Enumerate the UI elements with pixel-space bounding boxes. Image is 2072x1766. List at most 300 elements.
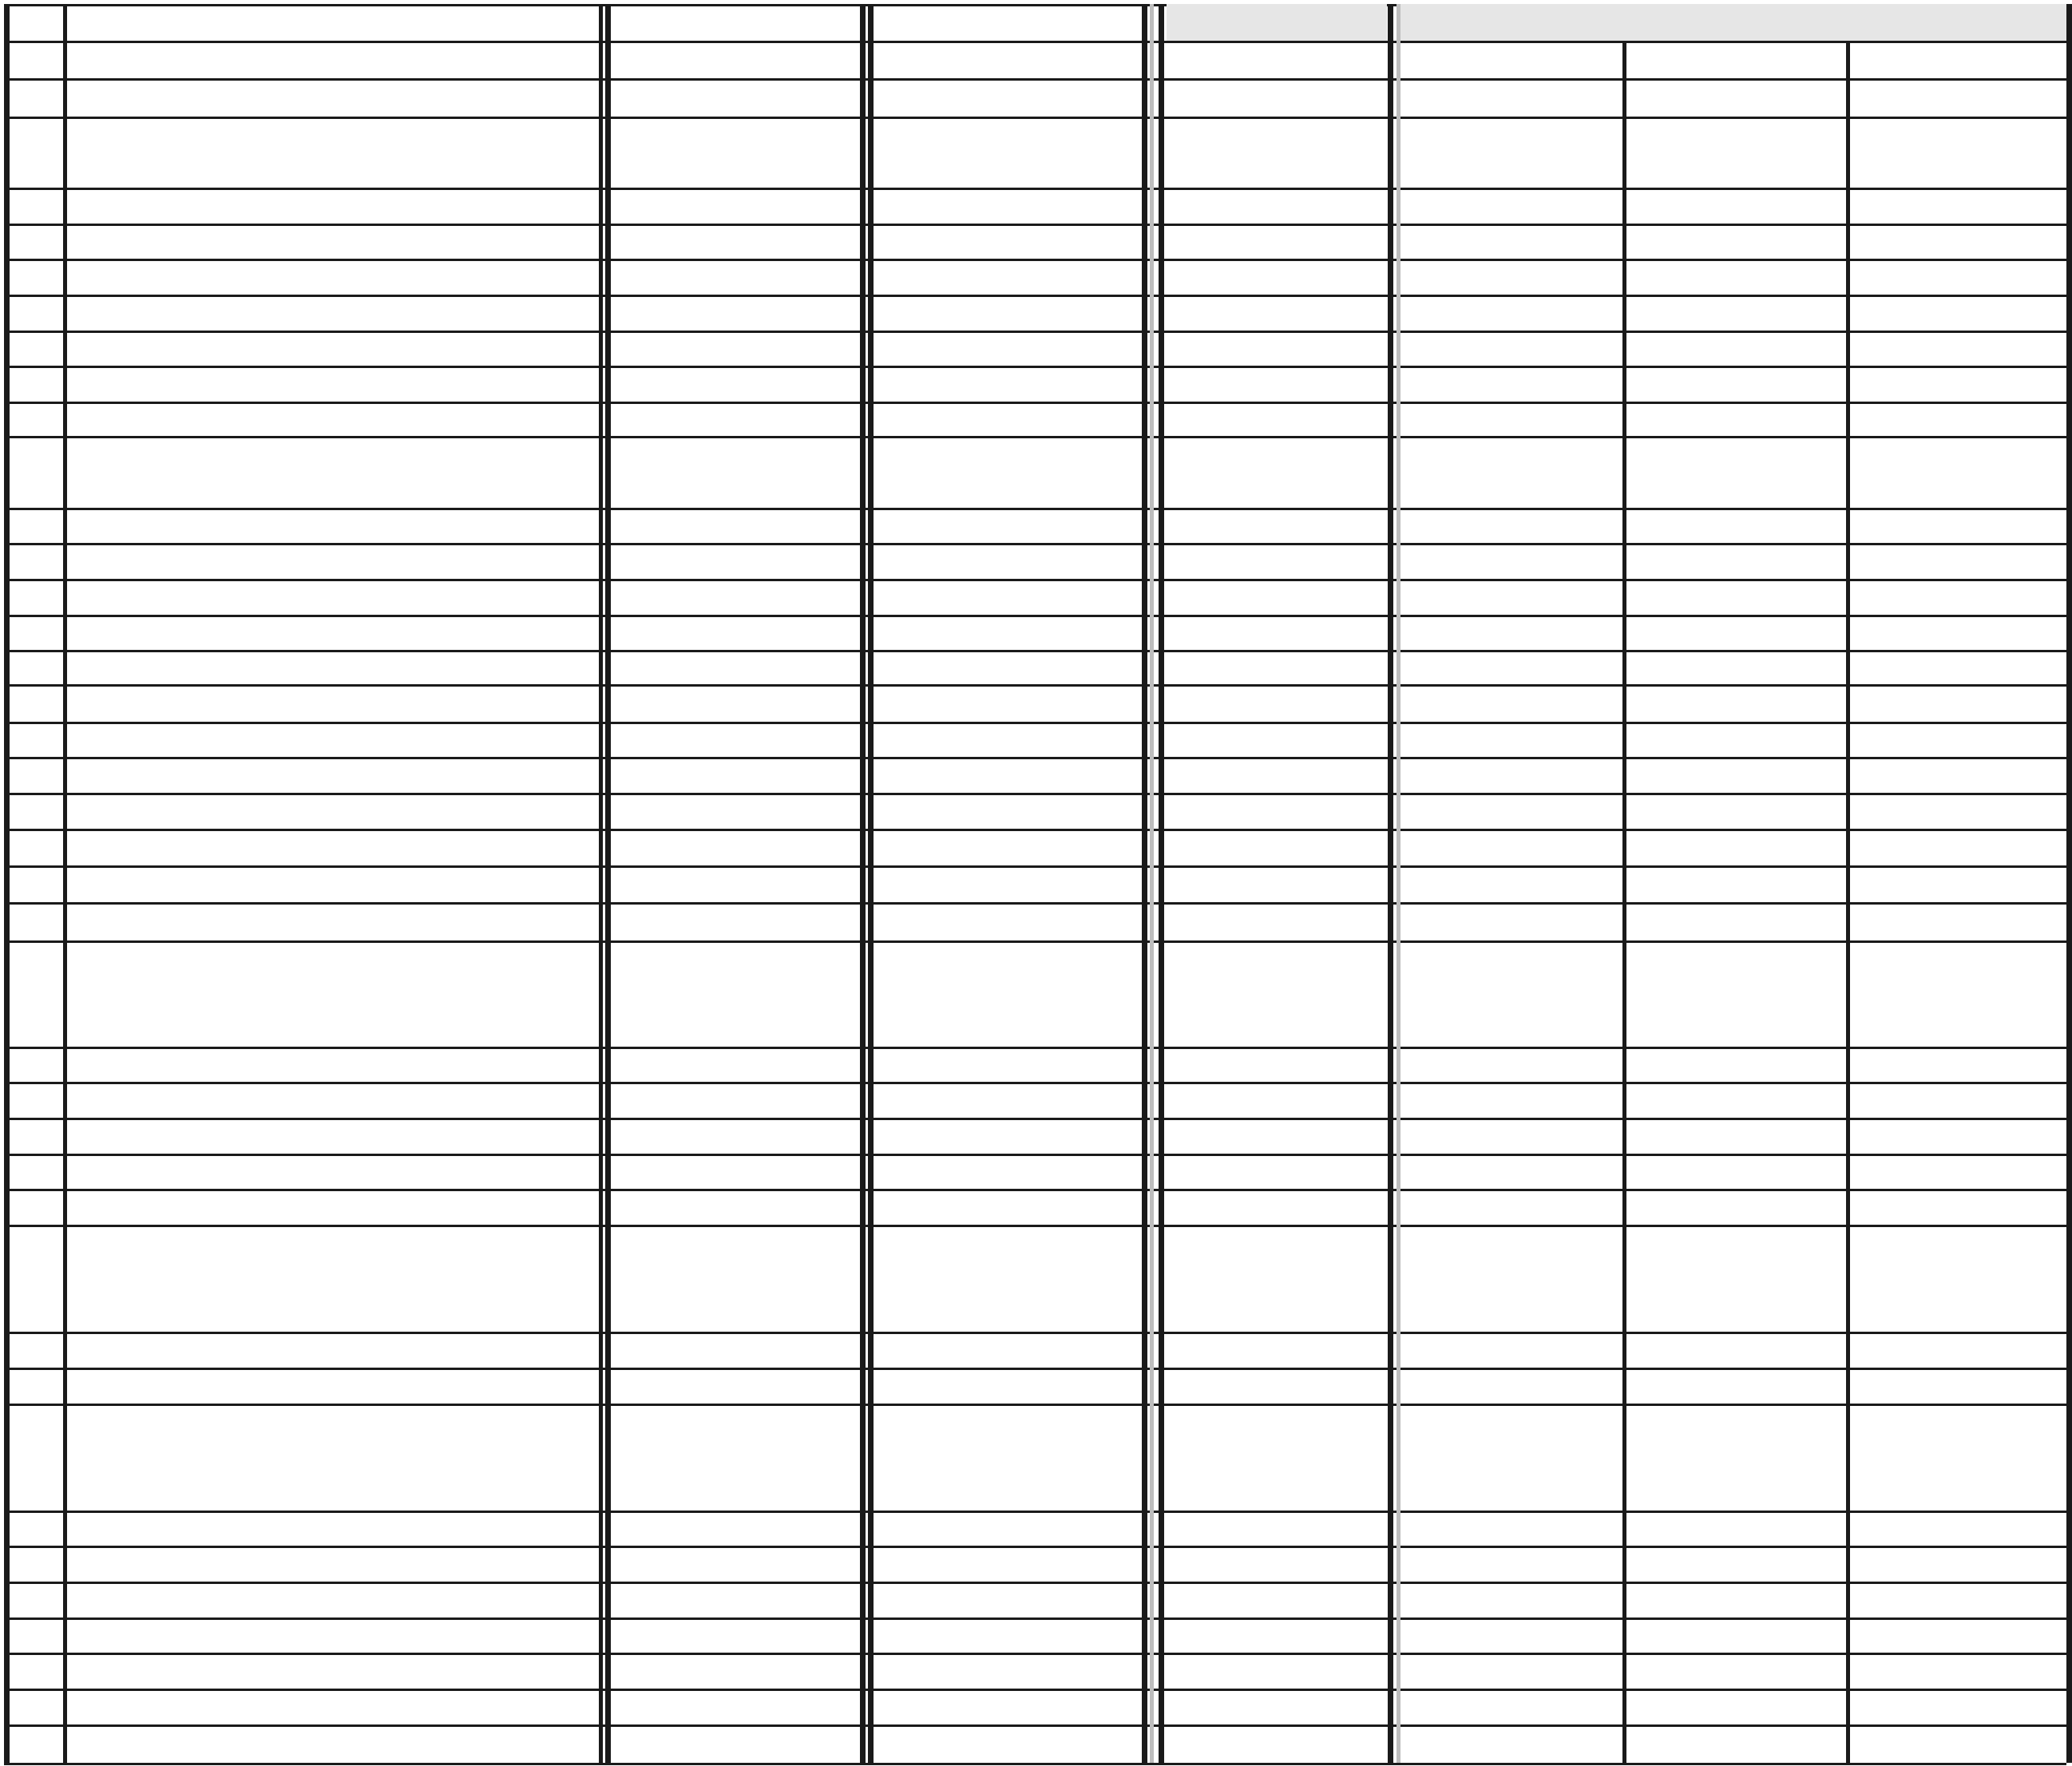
row-number xyxy=(4,580,63,612)
row-label xyxy=(74,1297,600,1329)
value-cell xyxy=(872,1547,1126,1579)
row-number xyxy=(4,1618,63,1650)
row-number xyxy=(4,1083,63,1115)
month-header-june xyxy=(1846,41,2066,77)
grid-line-horizontal xyxy=(4,1763,2066,1765)
year-header-fy2021 xyxy=(609,4,860,41)
value-cell xyxy=(1400,1690,1606,1722)
row-label xyxy=(74,296,600,328)
value-cell xyxy=(1400,473,1606,505)
row-number xyxy=(4,831,63,863)
value-cell xyxy=(1622,1404,1843,1436)
value-cell xyxy=(1622,794,1830,826)
value-cell xyxy=(1622,1547,1830,1579)
value-cell xyxy=(1167,616,1372,647)
value-cell xyxy=(1167,976,1372,1008)
row-label xyxy=(74,1476,600,1508)
row-number xyxy=(4,153,63,185)
value-cell xyxy=(609,906,845,938)
value-cell xyxy=(609,580,845,612)
value-cell xyxy=(1622,224,1830,256)
value-cell xyxy=(872,723,1126,754)
status-fy2022 xyxy=(872,74,1142,111)
row-number xyxy=(4,794,63,826)
row-number xyxy=(4,1333,63,1365)
row-label xyxy=(63,940,600,972)
value-cell xyxy=(1846,1511,2051,1543)
value-cell xyxy=(609,1690,845,1722)
value-cell xyxy=(872,473,1126,505)
value-cell xyxy=(1400,723,1606,754)
row-label xyxy=(93,1262,600,1294)
value-cell xyxy=(609,1547,845,1579)
value-cell xyxy=(1400,758,1606,790)
value-cell xyxy=(1400,906,1606,938)
value-cell xyxy=(609,976,845,1008)
value-cell xyxy=(1400,1404,1620,1436)
row-number xyxy=(4,1154,63,1186)
value-cell xyxy=(872,1440,1126,1472)
value-cell xyxy=(1846,331,2051,363)
value-cell xyxy=(1167,1047,1372,1079)
row-label xyxy=(74,1690,600,1722)
value-cell xyxy=(1622,1012,1830,1044)
value-cell xyxy=(1622,1083,1830,1115)
value-cell xyxy=(872,367,1126,399)
row-label xyxy=(63,687,600,719)
value-cell xyxy=(1622,1369,1830,1401)
value-cell xyxy=(609,794,845,826)
value-cell xyxy=(1167,723,1372,754)
value-cell xyxy=(609,758,845,790)
grid-line-horizontal xyxy=(4,684,2066,687)
row-number xyxy=(4,473,63,505)
value-cell xyxy=(1846,1728,2051,1760)
row-label xyxy=(74,1369,600,1401)
value-cell xyxy=(1167,1583,1385,1615)
value-cell xyxy=(1400,580,1606,612)
value-cell xyxy=(1622,1190,1830,1222)
value-cell xyxy=(872,1511,1126,1543)
value-cell xyxy=(1846,1583,2064,1615)
value-cell xyxy=(1622,580,1830,612)
month-header-fy2021 xyxy=(609,41,860,77)
value-cell xyxy=(1622,367,1830,399)
value-cell xyxy=(609,616,845,647)
value-cell xyxy=(1167,260,1372,292)
value-cell xyxy=(872,940,1126,972)
value-cell xyxy=(1622,1690,1830,1722)
value-cell xyxy=(872,1154,1126,1186)
value-cell xyxy=(1622,1511,1830,1543)
value-cell xyxy=(609,1119,845,1151)
value-cell xyxy=(872,580,1126,612)
value-cell xyxy=(1846,1369,2051,1401)
value-cell xyxy=(609,331,845,363)
value-cell xyxy=(1846,1262,2051,1294)
grid-line-horizontal xyxy=(4,402,2066,404)
value-cell xyxy=(609,940,845,972)
value-cell xyxy=(1622,1476,1830,1508)
value-cell xyxy=(1400,1262,1606,1294)
value-cell xyxy=(872,906,1126,938)
value-cell xyxy=(872,296,1126,328)
value-cell xyxy=(609,1728,845,1760)
value-cell xyxy=(1400,940,1606,972)
month-header-may xyxy=(1622,41,1846,77)
value-cell xyxy=(872,1476,1126,1508)
value-cell xyxy=(872,794,1126,826)
value-cell xyxy=(872,976,1126,1008)
grid-line-vertical xyxy=(860,4,866,1763)
value-cell xyxy=(1167,794,1372,826)
value-cell xyxy=(609,1297,845,1329)
value-cell xyxy=(609,509,845,540)
year-header-fy2024 xyxy=(1400,4,2066,41)
row-label xyxy=(74,1583,600,1615)
value-cell xyxy=(609,1154,845,1186)
value-cell xyxy=(1400,1226,1606,1258)
value-cell xyxy=(1400,509,1606,540)
row-number xyxy=(4,1226,63,1258)
value-cell xyxy=(1846,1012,2051,1044)
value-cell xyxy=(1167,758,1372,790)
value-cell xyxy=(1400,1369,1606,1401)
value-cell xyxy=(872,616,1126,647)
value-cell xyxy=(1167,1618,1385,1650)
value-cell xyxy=(1846,794,2051,826)
row-label-continued xyxy=(63,723,600,754)
value-cell xyxy=(609,153,845,185)
value-cell xyxy=(1622,1119,1830,1151)
row-label xyxy=(74,473,600,505)
row-label xyxy=(74,1154,600,1186)
row-number xyxy=(4,1262,63,1294)
value-cell xyxy=(1846,1226,2051,1258)
value-cell xyxy=(1167,1226,1372,1258)
value-cell xyxy=(1400,976,1606,1008)
value-cell xyxy=(1167,1190,1372,1222)
value-cell xyxy=(872,509,1126,540)
description-header xyxy=(63,41,600,77)
value-cell xyxy=(1400,1547,1606,1579)
row-label xyxy=(74,367,600,399)
row-label xyxy=(82,1404,600,1436)
grid-line-vertical xyxy=(2066,4,2072,1763)
row-label xyxy=(63,794,600,826)
value-cell xyxy=(1167,367,1372,399)
value-cell xyxy=(1622,831,1830,863)
grid-line-vertical xyxy=(1159,4,1164,1763)
value-cell xyxy=(1167,687,1372,719)
value-cell xyxy=(1167,1654,1385,1686)
value-cell xyxy=(1622,473,1830,505)
value-cell xyxy=(1846,509,2051,540)
value-cell xyxy=(1400,1728,1606,1760)
row-label xyxy=(74,331,600,363)
value-cell xyxy=(1400,1654,1620,1686)
value-cell xyxy=(609,1190,845,1222)
row-label xyxy=(74,260,600,292)
row-number xyxy=(4,260,63,292)
value-cell xyxy=(872,1690,1126,1722)
row-label xyxy=(93,580,600,612)
value-cell xyxy=(1846,1618,2064,1650)
value-cell xyxy=(1846,1654,2064,1686)
value-cell xyxy=(1846,1440,2051,1472)
value-cell xyxy=(609,1654,858,1686)
value-cell xyxy=(872,224,1126,256)
value-cell xyxy=(1846,1333,2051,1365)
value-cell xyxy=(1846,976,2051,1008)
value-cell xyxy=(1400,1511,1606,1543)
row-label xyxy=(74,758,600,790)
row-label xyxy=(74,1119,600,1151)
value-cell xyxy=(1400,1333,1606,1365)
value-cell xyxy=(1622,1297,1830,1329)
value-cell xyxy=(1400,831,1606,863)
value-cell xyxy=(1846,260,2051,292)
value-cell xyxy=(1400,189,1606,221)
value-cell xyxy=(1167,1476,1372,1508)
row-label xyxy=(74,1083,600,1115)
value-cell xyxy=(1622,1440,1830,1472)
value-cell xyxy=(1622,1047,1830,1079)
year-header-fy2022 xyxy=(872,4,1142,41)
value-cell xyxy=(609,1404,858,1436)
row-number xyxy=(4,1369,63,1401)
grid-line-vertical xyxy=(63,4,67,1763)
value-cell xyxy=(1622,687,1830,719)
row-label xyxy=(63,1511,600,1543)
row-label xyxy=(74,1547,600,1579)
value-cell xyxy=(609,1333,845,1365)
value-cell xyxy=(1400,224,1606,256)
value-cell xyxy=(609,687,845,719)
value-cell xyxy=(1167,1262,1372,1294)
value-cell xyxy=(872,831,1126,863)
value-cell xyxy=(1622,296,1830,328)
value-cell xyxy=(1400,1476,1606,1508)
row-number xyxy=(4,1728,63,1760)
value-cell xyxy=(1622,1583,1843,1615)
value-cell xyxy=(1400,687,1606,719)
grid-line-horizontal xyxy=(4,865,2066,868)
value-cell xyxy=(1622,1262,1830,1294)
value-cell xyxy=(1400,331,1606,363)
value-cell xyxy=(1400,1583,1620,1615)
row-number xyxy=(4,1297,63,1329)
value-cell xyxy=(1167,906,1372,938)
value-cell xyxy=(872,1047,1126,1079)
row-number xyxy=(4,1583,63,1615)
status-fy2021 xyxy=(609,78,860,117)
month-header-april xyxy=(1400,41,1622,77)
grid-line-horizontal xyxy=(4,902,2066,905)
row-number xyxy=(4,1047,63,1079)
value-cell xyxy=(1846,473,2051,505)
value-cell xyxy=(1846,296,2051,328)
row-number xyxy=(4,1511,63,1543)
value-cell xyxy=(609,367,845,399)
row-number xyxy=(4,1690,63,1722)
value-cell xyxy=(872,1190,1126,1222)
value-cell xyxy=(609,1476,845,1508)
row-number xyxy=(4,1404,63,1436)
value-cell xyxy=(872,189,1126,221)
value-cell xyxy=(1622,758,1830,790)
value-cell xyxy=(1400,1440,1606,1472)
value-cell xyxy=(1167,831,1372,863)
value-cell xyxy=(1167,1154,1372,1186)
value-cell xyxy=(609,260,845,292)
value-cell xyxy=(609,723,845,754)
value-cell xyxy=(1846,616,2051,647)
value-cell xyxy=(872,331,1126,363)
row-number xyxy=(4,723,63,754)
row-label xyxy=(97,1440,600,1472)
row-label xyxy=(74,976,600,1008)
value-cell xyxy=(1400,794,1606,826)
value-cell xyxy=(1167,580,1372,612)
row-label-continued xyxy=(63,509,600,540)
value-cell xyxy=(609,1369,845,1401)
value-cell xyxy=(872,758,1126,790)
value-cell xyxy=(872,1369,1126,1401)
value-cell xyxy=(872,1618,1139,1650)
grid-line-vertical xyxy=(1142,4,1147,1763)
value-cell xyxy=(1846,153,2051,185)
value-cell xyxy=(1167,1547,1372,1579)
row-label xyxy=(74,831,600,863)
row-label xyxy=(74,1226,600,1258)
value-cell xyxy=(1400,1119,1606,1151)
value-cell xyxy=(1622,189,1830,221)
value-cell xyxy=(872,1012,1126,1044)
value-cell xyxy=(1622,1654,1843,1686)
value-cell xyxy=(872,1333,1126,1365)
value-cell xyxy=(1622,976,1830,1008)
value-cell xyxy=(1400,296,1606,328)
value-cell xyxy=(1167,473,1372,505)
row-label xyxy=(74,1618,600,1650)
value-cell xyxy=(1846,1154,2051,1186)
value-cell xyxy=(1167,1012,1372,1044)
value-cell xyxy=(1622,153,1830,185)
row-number xyxy=(4,687,63,719)
row-label xyxy=(63,119,600,151)
grid-line-vertical xyxy=(1150,4,1154,1763)
row-label xyxy=(82,1654,600,1686)
value-cell xyxy=(1846,367,2051,399)
value-cell xyxy=(1846,1047,2051,1079)
value-cell xyxy=(1167,1369,1372,1401)
value-cell xyxy=(1167,331,1372,363)
status-fy2023 xyxy=(1167,74,1387,114)
row-label xyxy=(74,1333,600,1365)
value-cell xyxy=(1622,906,1830,938)
row-number xyxy=(4,1119,63,1151)
value-cell xyxy=(1400,153,1606,185)
row-number xyxy=(4,224,63,256)
value-cell xyxy=(609,224,845,256)
value-cell xyxy=(1400,1012,1606,1044)
value-cell xyxy=(609,1047,845,1079)
value-cell xyxy=(1167,189,1372,221)
value-cell xyxy=(1167,1728,1372,1760)
row-label xyxy=(74,1190,600,1222)
value-cell xyxy=(1846,580,2051,612)
value-cell xyxy=(1400,616,1606,647)
value-cell xyxy=(1846,1119,2051,1151)
value-cell xyxy=(609,1083,845,1115)
row-number xyxy=(4,758,63,790)
value-cell xyxy=(1846,1476,2051,1508)
value-cell xyxy=(1167,1333,1372,1365)
value-cell xyxy=(1622,1154,1830,1186)
value-cell xyxy=(872,1119,1126,1151)
month-header-fy2023 xyxy=(1167,41,1387,77)
value-cell xyxy=(1400,1047,1606,1079)
value-cell xyxy=(1167,1440,1372,1472)
value-cell xyxy=(872,1654,1139,1686)
row-number xyxy=(4,296,63,328)
row-number xyxy=(4,906,63,938)
value-cell xyxy=(1400,1154,1606,1186)
value-cell xyxy=(1846,1297,2051,1329)
value-cell xyxy=(1400,1618,1620,1650)
row-label xyxy=(63,1012,600,1044)
value-cell xyxy=(1622,1226,1830,1258)
value-cell xyxy=(1846,1190,2051,1222)
value-cell xyxy=(1167,940,1372,972)
value-cell xyxy=(1167,1297,1372,1329)
row-number xyxy=(4,616,63,647)
value-cell xyxy=(872,260,1126,292)
value-cell xyxy=(1846,1083,2051,1115)
value-cell xyxy=(609,473,845,505)
value-cell xyxy=(872,687,1126,719)
row-number xyxy=(4,509,63,540)
value-cell xyxy=(1622,1333,1830,1365)
row-number xyxy=(4,1190,63,1222)
value-cell xyxy=(1846,1690,2051,1722)
value-cell xyxy=(1167,1690,1372,1722)
value-cell xyxy=(1622,1728,1830,1760)
value-cell xyxy=(1167,296,1372,328)
grid-line-horizontal xyxy=(4,650,2066,652)
row-number xyxy=(4,940,63,972)
value-cell xyxy=(1167,1404,1385,1436)
value-cell xyxy=(1400,367,1606,399)
value-cell xyxy=(872,1297,1126,1329)
value-cell xyxy=(609,1618,858,1650)
value-cell xyxy=(872,1083,1126,1115)
row-number xyxy=(4,1654,63,1686)
value-cell xyxy=(1846,758,2051,790)
value-cell xyxy=(1846,687,2051,719)
value-cell xyxy=(1622,509,1830,540)
value-cell xyxy=(872,153,1126,185)
row-number xyxy=(4,1547,63,1579)
value-cell xyxy=(1846,723,2051,754)
grid-line-horizontal xyxy=(4,436,2066,438)
value-cell xyxy=(609,1012,845,1044)
value-cell xyxy=(609,1440,845,1472)
value-cell xyxy=(1622,616,1830,647)
value-cell xyxy=(872,1226,1126,1258)
value-cell xyxy=(1622,331,1830,363)
